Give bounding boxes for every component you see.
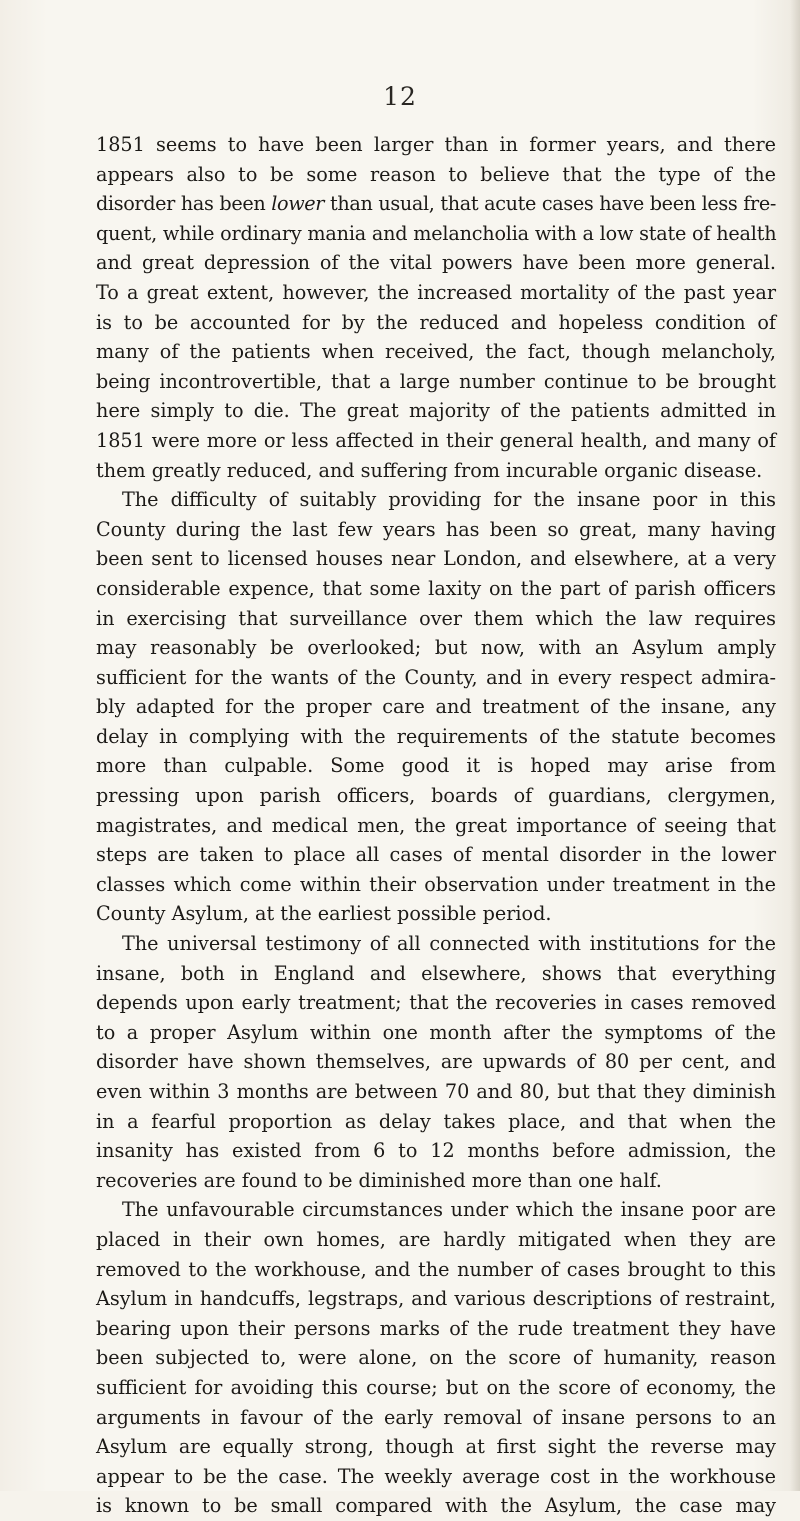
text-line: removed to the workhouse, and the number of cases brought to this bbox=[96, 1257, 776, 1281]
text-line: quent, while ordinary mania and melancholia with a low state of health bbox=[96, 221, 777, 245]
text-line: insanity has existed from 6 to 12 months before admission, the bbox=[96, 1139, 776, 1163]
text-line: The difficulty of suitably providing for the insane poor in this bbox=[122, 488, 776, 512]
text-line: in a fearful proportion as delay takes place, and that when the bbox=[96, 1109, 776, 1133]
text-segment: disorder has been bbox=[96, 192, 272, 216]
text-segment: than usual, that acute cases have been less fre- bbox=[324, 192, 776, 216]
text-line: Asylum in handcuffs, legstraps, and various descriptions of restraint, bbox=[96, 1287, 776, 1311]
text-line: more than culpable. Some good it is hoped may arise from bbox=[96, 754, 776, 778]
text-line: been subjected to, were alone, on the score of humanity, reason bbox=[96, 1346, 776, 1370]
text-line: them greatly reduced, and suffering from incurable organic disease. bbox=[96, 458, 763, 482]
text-line: sufficient for the wants of the County, and in every respect admira- bbox=[96, 665, 776, 689]
text-line: The universal testimony of all connected with institutions for the bbox=[122, 932, 776, 956]
text-line: disorder have shown themselves, are upwards of 80 per cent, and bbox=[96, 1050, 776, 1074]
text-line: recoveries are found to be diminished more than one half. bbox=[96, 1168, 662, 1192]
text-line: County Asylum, at the earliest possible period. bbox=[96, 902, 552, 926]
emphasis-word: lower bbox=[271, 192, 325, 216]
text-line: Asylum are equally strong, though at first sight the reverse may bbox=[96, 1435, 776, 1459]
text-line: bearing upon their persons marks of the rude treatment they have bbox=[96, 1316, 776, 1340]
body-text bbox=[96, 130, 776, 1521]
text-line: and great depression of the vital powers have been more general. bbox=[96, 251, 776, 275]
page-edge-shadow bbox=[790, 0, 800, 1491]
text-line: is to be accounted for by the reduced and hopeless condition of bbox=[96, 310, 776, 334]
text-line: may reasonably be overlooked; but now, with an Asylum amply bbox=[96, 636, 776, 660]
text-line: appear to be the case. The weekly average cost in the workhouse bbox=[96, 1464, 776, 1488]
text-line: steps are taken to place all cases of mental disorder in the lower bbox=[96, 843, 776, 867]
text-line: To a great extent, however, the increased mortality of the past year bbox=[96, 280, 776, 304]
text-line: considerable expence, that some laxity on the part of parish officers bbox=[96, 576, 776, 600]
text-line: pressing upon parish officers, boards of guardians, clergymen, bbox=[96, 784, 776, 808]
text-line: delay in complying with the requirements of the statute becomes bbox=[96, 724, 776, 748]
text-line: been sent to licensed houses near London, and elsewhere, at a very bbox=[96, 547, 776, 571]
text-line: arguments in favour of the early removal of insane persons to an bbox=[96, 1405, 776, 1429]
text-line: 1851 seems to have been larger than in former years, and there bbox=[96, 133, 776, 156]
text-line: appears also to be some reason to believe that the type of the bbox=[96, 162, 776, 186]
text-line: depends upon early treatment; that the recoveries in cases removed bbox=[96, 991, 776, 1015]
text-line: even within 3 months are between 70 and 80, but that they diminish bbox=[96, 1080, 776, 1103]
text-line: to a proper Asylum within one month after the symptoms of the bbox=[96, 1020, 776, 1044]
text-line: here simply to die. The great majority of the patients admitted in bbox=[96, 399, 776, 423]
text-line: many of the patients when received, the fact, though melancholy, bbox=[96, 340, 776, 364]
text-line bbox=[96, 189, 776, 219]
text-line: being incontrovertible, that a large number continue to be brought bbox=[96, 369, 776, 393]
text-line: classes which come within their observation under treatment in the bbox=[96, 872, 776, 896]
text-line: County during the last few years has been so great, many having bbox=[96, 517, 776, 541]
text-line: bly adapted for the proper care and treatment of the insane, any bbox=[96, 695, 776, 719]
text-line: in exercising that surveillance over them which the law requires bbox=[96, 606, 776, 630]
page-number: 12 bbox=[383, 82, 417, 111]
text-line: placed in their own homes, are hardly mitigated when they are bbox=[96, 1227, 776, 1251]
text-line: is known to be small compared with the Asylum, the case may bbox=[96, 1494, 776, 1518]
text-line: The unfavourable circumstances under which the insane poor are bbox=[122, 1198, 776, 1222]
text-line: 1851 were more or less affected in their general health, and many of bbox=[96, 428, 776, 452]
text-line: magistrates, and medical men, the great importance of seeing that bbox=[96, 813, 776, 837]
text-line: sufficient for avoiding this course; but on the score of economy, the bbox=[96, 1375, 776, 1399]
text-line: insane, both in England and elsewhere, shows that everything bbox=[96, 961, 776, 985]
